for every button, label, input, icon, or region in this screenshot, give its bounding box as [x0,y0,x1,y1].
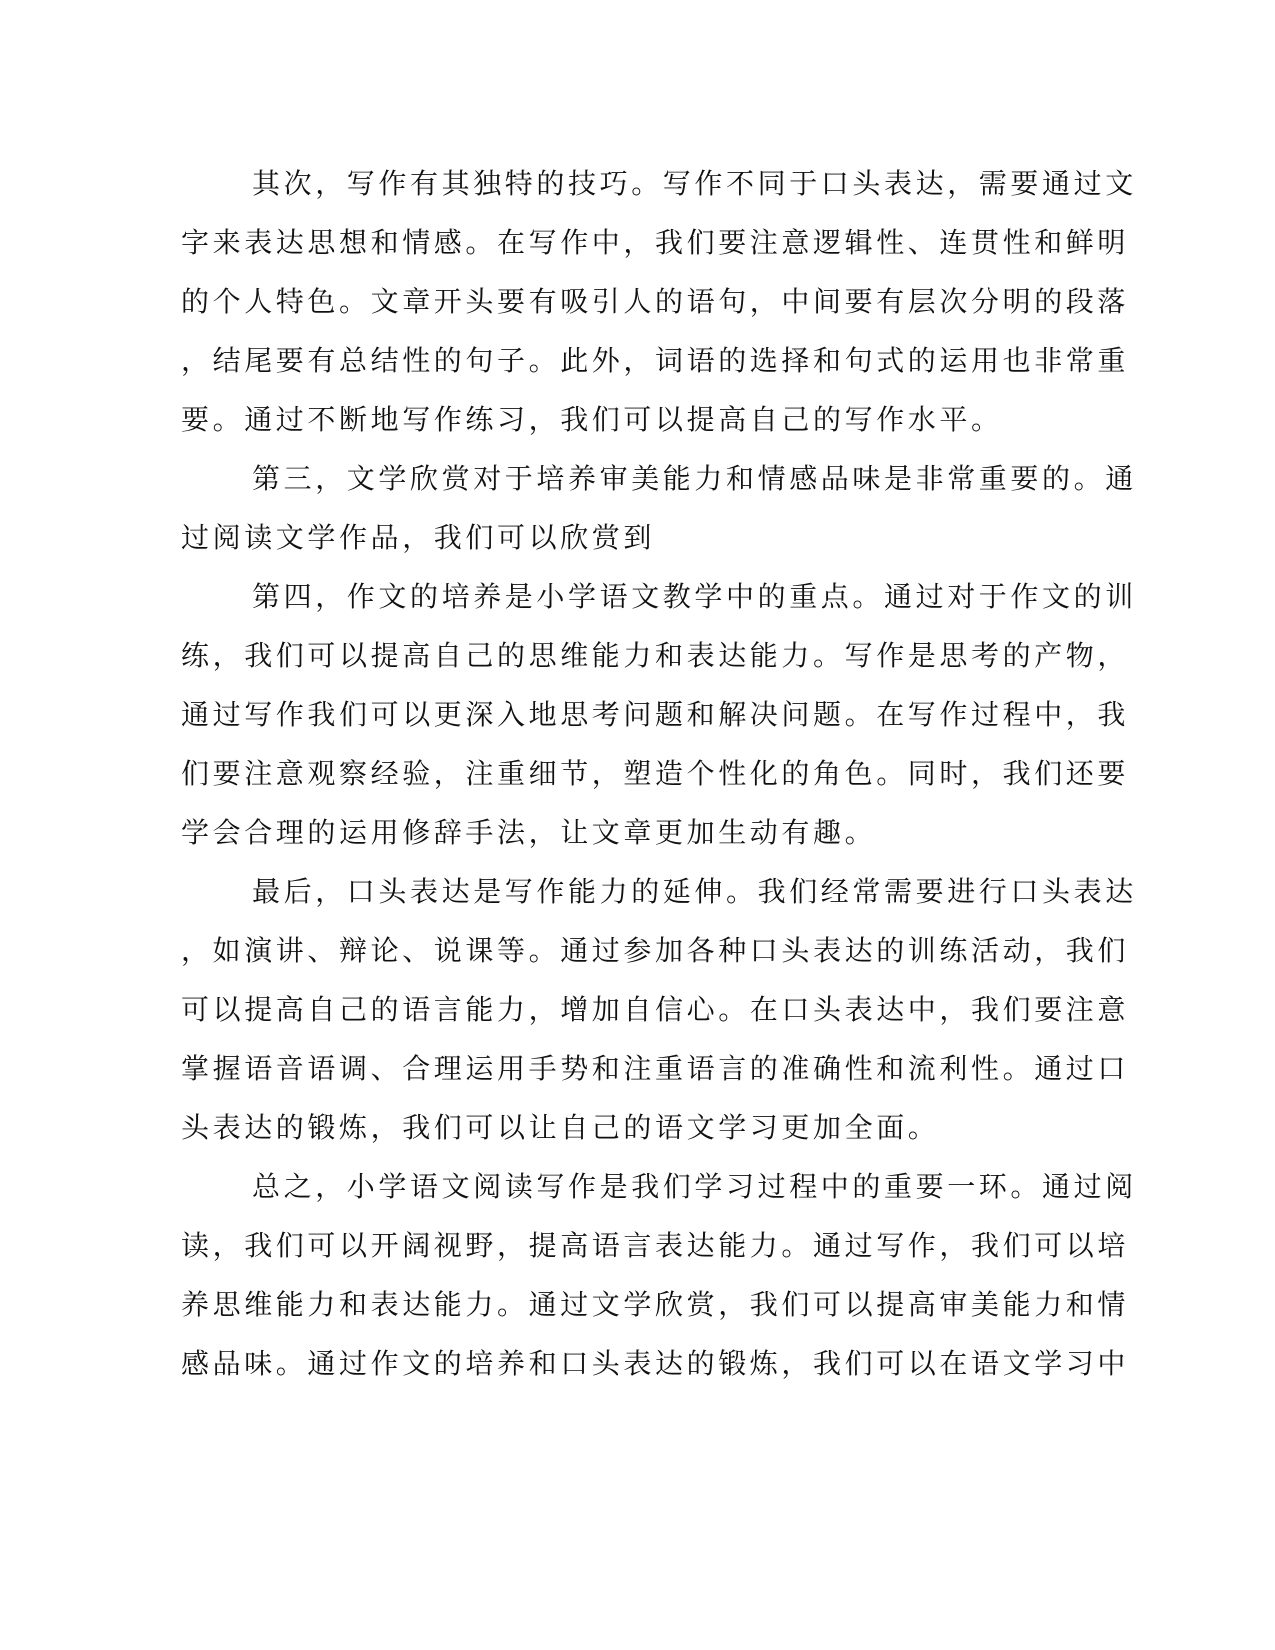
document-body [181,161,1137,1400]
text-line: 们要注意观察经验，注重细节，塑造个性化的角色。同时，我们还要 [181,757,1130,790]
paragraph-oral-expression [181,869,1137,1164]
paragraph-literary-appreciation [181,456,1137,574]
paragraph-composition [181,574,1137,869]
text-line: 头表达的锻炼，我们可以让自己的语文学习更加全面。 [181,1111,940,1144]
text-line: ，如演讲、辩论、说课等。通过参加各种口头表达的训练活动，我们 [181,934,1130,967]
text-line: 总之，小学语文阅读写作是我们学习过程中的重要一环。通过阅 [252,1170,1137,1203]
text-line: 第三，文学欣赏对于培养审美能力和情感品味是非常重要的。通 [252,462,1137,495]
text-line: 过阅读文学作品，我们可以欣赏到 [181,521,656,554]
text-line: 读，我们可以开阔视野，提高语言表达能力。通过写作，我们可以培 [181,1229,1130,1262]
text-line: ，结尾要有总结性的句子。此外，词语的选择和句式的运用也非常重 [181,344,1130,377]
text-line: 的个人特色。文章开头要有吸引人的语句，中间要有层次分明的段落 [181,285,1130,318]
text-line: 第四，作文的培养是小学语文教学中的重点。通过对于作文的训 [252,580,1137,613]
text-line: 感品味。通过作文的培养和口头表达的锻炼，我们可以在语文学习中 [181,1347,1130,1380]
text-line: 通过写作我们可以更深入地思考问题和解决问题。在写作过程中，我 [181,698,1130,731]
text-line: 练，我们可以提高自己的思维能力和表达能力。写作是思考的产物， [181,639,1130,672]
text-line: 最后，口头表达是写作能力的延伸。我们经常需要进行口头表达 [252,875,1137,908]
text-line: 要。通过不断地写作练习，我们可以提高自己的写作水平。 [181,403,1003,436]
text-line: 学会合理的运用修辞手法，让文章更加生动有趣。 [181,816,877,849]
text-line: 养思维能力和表达能力。通过文学欣赏，我们可以提高审美能力和情 [181,1288,1130,1321]
paragraph-writing-skills [181,161,1137,456]
text-line: 掌握语音语调、合理运用手势和注重语言的准确性和流利性。通过口 [181,1052,1130,1085]
text-line: 字来表达思想和情感。在写作中，我们要注意逻辑性、连贯性和鲜明 [181,226,1130,259]
text-line: 其次，写作有其独特的技巧。写作不同于口头表达，需要通过文 [252,167,1137,200]
text-line: 可以提高自己的语言能力，增加自信心。在口头表达中，我们要注意 [181,993,1130,1026]
paragraph-conclusion [181,1164,1137,1400]
